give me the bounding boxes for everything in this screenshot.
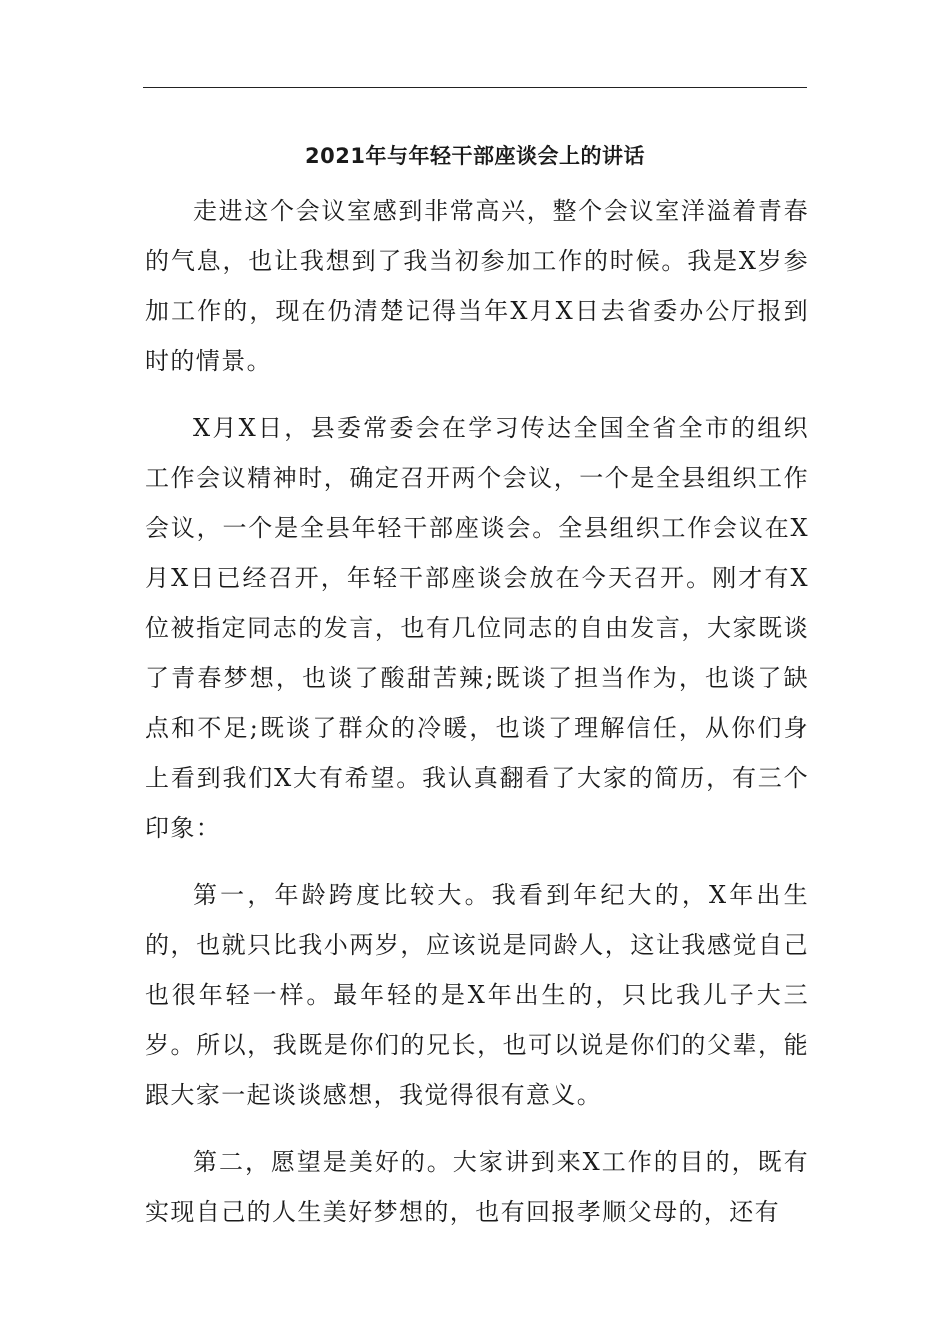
document-title: 2021年与年轻干部座谈会上的讲话 <box>305 144 645 168</box>
paragraph-4: 第二，愿望是美好的。大家讲到来X工作的目的，既有实现自己的人生美好梦想的，也有回报孝顺父母的，还有 <box>145 1148 809 1226</box>
paragraph-1: 走进这个会议室感到非常高兴，整个会议室洋溢着青春的气息，也让我想到了我当初参加工作的时候。我是X岁参加工作的，现在仍清楚记得当年X月X日去省委办公厅报到时的情景。 <box>145 197 809 375</box>
paragraph-2: X月X日，县委常委会在学习传达全国全省全市的组织工作会议精神时，确定召开两个会议，一个是全县组织工作会议，一个是全县年轻干部座谈会。全县组织工作会议在X月X日已经召开，年轻干部座谈会放在今天召开。刚才有X位被指定同志的发言，也有几位同志的自由发言，大家既谈了青春梦想，也谈了酸甜苦辣;既谈了担当作为，也谈了缺点和不足;既谈了群众的冷暖，也谈了理解信任，从你们身上看到我们X大有希望。我认真翻看了大家的简历，有三个印象： <box>145 414 809 842</box>
paragraph-3: 第一，年龄跨度比较大。我看到年纪大的，X年出生的，也就只比我小两岁，应该说是同龄人，这让我感觉自己也很年轻一样。最年轻的是X年出生的，只比我儿子大三岁。所以，我既是你们的兄长，也可以说是你们的父辈，能跟大家一起谈谈感想，我觉得很有意义。 <box>145 881 809 1109</box>
document-body <box>145 186 809 1254</box>
header-rule <box>143 87 807 88</box>
